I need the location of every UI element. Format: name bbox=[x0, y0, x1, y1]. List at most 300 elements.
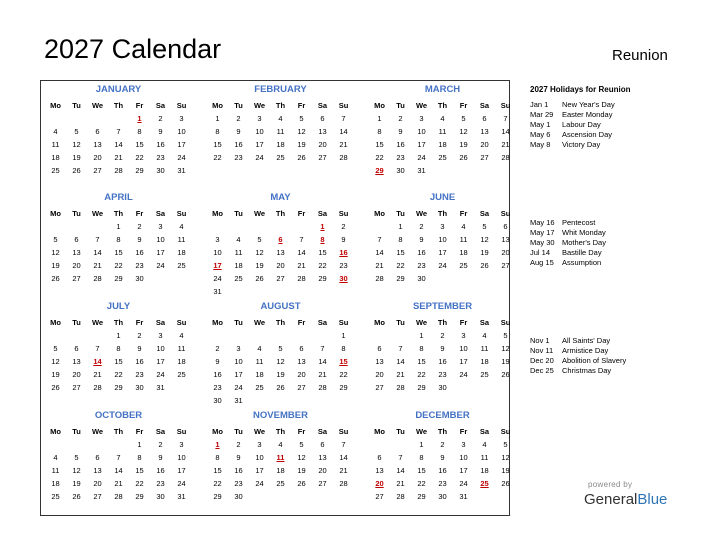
holiday-day[interactable]: 15 bbox=[339, 357, 348, 366]
holiday-day[interactable]: 11 bbox=[276, 453, 285, 462]
day-cell[interactable]: 15 bbox=[417, 357, 426, 366]
day-cell[interactable]: 6 bbox=[320, 114, 325, 123]
day-cell[interactable]: 12 bbox=[459, 127, 468, 136]
day-cell[interactable]: 23 bbox=[135, 261, 144, 270]
day-cell[interactable]: 14 bbox=[339, 453, 348, 462]
day-cell[interactable]: 22 bbox=[135, 153, 144, 162]
day-cell[interactable]: 6 bbox=[377, 344, 382, 353]
day-cell[interactable]: 12 bbox=[501, 453, 510, 462]
day-cell[interactable]: 28 bbox=[501, 153, 510, 162]
day-cell[interactable]: 22 bbox=[114, 370, 123, 379]
day-cell[interactable]: 2 bbox=[419, 222, 424, 231]
day-cell[interactable]: 17 bbox=[255, 466, 264, 475]
day-cell[interactable]: 1 bbox=[398, 222, 403, 231]
holiday-day[interactable]: 1 bbox=[320, 222, 325, 231]
day-cell[interactable]: 7 bbox=[95, 235, 100, 244]
day-cell[interactable]: 14 bbox=[375, 248, 384, 257]
day-cell[interactable]: 3 bbox=[461, 331, 466, 340]
day-cell[interactable]: 26 bbox=[459, 153, 468, 162]
day-cell[interactable]: 13 bbox=[72, 248, 81, 257]
day-cell[interactable]: 12 bbox=[297, 453, 306, 462]
day-cell[interactable]: 18 bbox=[255, 370, 264, 379]
day-cell[interactable]: 11 bbox=[459, 235, 468, 244]
day-cell[interactable]: 2 bbox=[137, 331, 142, 340]
day-cell[interactable]: 22 bbox=[396, 261, 405, 270]
day-cell[interactable]: 20 bbox=[93, 479, 102, 488]
day-cell[interactable]: 7 bbox=[116, 453, 121, 462]
day-cell[interactable]: 18 bbox=[234, 261, 243, 270]
day-cell[interactable]: 5 bbox=[503, 331, 508, 340]
day-cell[interactable]: 8 bbox=[137, 127, 142, 136]
day-cell[interactable]: 4 bbox=[53, 127, 58, 136]
day-cell[interactable]: 23 bbox=[339, 261, 348, 270]
day-cell[interactable]: 4 bbox=[179, 331, 184, 340]
day-cell[interactable]: 4 bbox=[257, 344, 262, 353]
day-cell[interactable]: 12 bbox=[501, 344, 510, 353]
day-cell[interactable]: 23 bbox=[417, 261, 426, 270]
day-cell[interactable]: 18 bbox=[459, 248, 468, 257]
day-cell[interactable]: 16 bbox=[135, 248, 144, 257]
day-cell[interactable]: 15 bbox=[417, 466, 426, 475]
day-cell[interactable]: 11 bbox=[255, 357, 264, 366]
day-cell[interactable]: 27 bbox=[375, 492, 384, 501]
day-cell[interactable]: 29 bbox=[114, 274, 123, 283]
day-cell[interactable]: 12 bbox=[72, 466, 81, 475]
day-cell[interactable]: 7 bbox=[341, 440, 346, 449]
day-cell[interactable]: 9 bbox=[419, 235, 424, 244]
day-cell[interactable]: 2 bbox=[440, 331, 445, 340]
day-cell[interactable]: 13 bbox=[93, 466, 102, 475]
day-cell[interactable]: 7 bbox=[341, 114, 346, 123]
day-cell[interactable]: 21 bbox=[396, 479, 405, 488]
day-cell[interactable]: 2 bbox=[440, 440, 445, 449]
day-cell[interactable]: 29 bbox=[318, 274, 327, 283]
day-cell[interactable]: 3 bbox=[179, 440, 184, 449]
day-cell[interactable]: 24 bbox=[213, 274, 222, 283]
day-cell[interactable]: 20 bbox=[375, 370, 384, 379]
day-cell[interactable]: 15 bbox=[213, 140, 222, 149]
day-cell[interactable]: 2 bbox=[236, 440, 241, 449]
day-cell[interactable]: 22 bbox=[417, 370, 426, 379]
day-cell[interactable]: 3 bbox=[158, 331, 163, 340]
day-cell[interactable]: 23 bbox=[234, 153, 243, 162]
day-cell[interactable]: 8 bbox=[215, 127, 220, 136]
day-cell[interactable]: 14 bbox=[114, 140, 123, 149]
day-cell[interactable]: 21 bbox=[114, 153, 123, 162]
day-cell[interactable]: 29 bbox=[396, 274, 405, 283]
day-cell[interactable]: 21 bbox=[375, 261, 384, 270]
day-cell[interactable]: 17 bbox=[156, 357, 165, 366]
day-cell[interactable]: 25 bbox=[177, 370, 186, 379]
day-cell[interactable]: 22 bbox=[318, 261, 327, 270]
day-cell[interactable]: 3 bbox=[419, 114, 424, 123]
day-cell[interactable]: 27 bbox=[501, 261, 510, 270]
day-cell[interactable]: 4 bbox=[482, 331, 487, 340]
day-cell[interactable]: 4 bbox=[236, 235, 241, 244]
day-cell[interactable]: 11 bbox=[177, 344, 186, 353]
day-cell[interactable]: 26 bbox=[255, 274, 264, 283]
day-cell[interactable]: 8 bbox=[137, 453, 142, 462]
day-cell[interactable]: 23 bbox=[234, 479, 243, 488]
day-cell[interactable]: 6 bbox=[74, 235, 79, 244]
day-cell[interactable]: 6 bbox=[503, 222, 508, 231]
day-cell[interactable]: 26 bbox=[501, 479, 510, 488]
day-cell[interactable]: 10 bbox=[459, 344, 468, 353]
day-cell[interactable]: 4 bbox=[461, 222, 466, 231]
day-cell[interactable]: 6 bbox=[74, 344, 79, 353]
day-cell[interactable]: 11 bbox=[51, 466, 60, 475]
day-cell[interactable]: 11 bbox=[480, 453, 489, 462]
day-cell[interactable]: 12 bbox=[276, 357, 285, 366]
day-cell[interactable]: 20 bbox=[297, 370, 306, 379]
day-cell[interactable]: 28 bbox=[93, 274, 102, 283]
day-cell[interactable]: 3 bbox=[257, 114, 262, 123]
day-cell[interactable]: 19 bbox=[501, 466, 510, 475]
day-cell[interactable]: 24 bbox=[156, 370, 165, 379]
day-cell[interactable]: 5 bbox=[53, 235, 58, 244]
day-cell[interactable]: 3 bbox=[461, 440, 466, 449]
day-cell[interactable]: 11 bbox=[234, 248, 243, 257]
day-cell[interactable]: 17 bbox=[234, 370, 243, 379]
day-cell[interactable]: 24 bbox=[255, 153, 264, 162]
day-cell[interactable]: 16 bbox=[438, 357, 447, 366]
day-cell[interactable]: 15 bbox=[114, 357, 123, 366]
holiday-day[interactable]: 14 bbox=[93, 357, 102, 366]
day-cell[interactable]: 6 bbox=[95, 127, 100, 136]
day-cell[interactable]: 15 bbox=[318, 248, 327, 257]
day-cell[interactable]: 21 bbox=[93, 261, 102, 270]
day-cell[interactable]: 21 bbox=[501, 140, 510, 149]
holiday-day[interactable]: 30 bbox=[339, 274, 348, 283]
holiday-day[interactable]: 1 bbox=[137, 114, 142, 123]
day-cell[interactable]: 29 bbox=[213, 492, 222, 501]
day-cell[interactable]: 23 bbox=[213, 383, 222, 392]
holiday-day[interactable]: 8 bbox=[320, 235, 325, 244]
day-cell[interactable]: 16 bbox=[213, 370, 222, 379]
day-cell[interactable]: 19 bbox=[297, 466, 306, 475]
day-cell[interactable]: 27 bbox=[276, 274, 285, 283]
day-cell[interactable]: 2 bbox=[158, 114, 163, 123]
day-cell[interactable]: 30 bbox=[156, 492, 165, 501]
day-cell[interactable]: 16 bbox=[234, 140, 243, 149]
day-cell[interactable]: 5 bbox=[299, 440, 304, 449]
day-cell[interactable]: 1 bbox=[137, 440, 142, 449]
day-cell[interactable]: 5 bbox=[503, 440, 508, 449]
day-cell[interactable]: 22 bbox=[375, 153, 384, 162]
day-cell[interactable]: 10 bbox=[213, 248, 222, 257]
day-cell[interactable]: 21 bbox=[339, 466, 348, 475]
day-cell[interactable]: 12 bbox=[72, 140, 81, 149]
day-cell[interactable]: 13 bbox=[276, 248, 285, 257]
day-cell[interactable]: 29 bbox=[417, 492, 426, 501]
day-cell[interactable]: 16 bbox=[417, 248, 426, 257]
day-cell[interactable]: 19 bbox=[480, 248, 489, 257]
day-cell[interactable]: 13 bbox=[93, 140, 102, 149]
day-cell[interactable]: 21 bbox=[93, 370, 102, 379]
day-cell[interactable]: 31 bbox=[459, 492, 468, 501]
day-cell[interactable]: 9 bbox=[137, 344, 142, 353]
day-cell[interactable]: 9 bbox=[440, 344, 445, 353]
day-cell[interactable]: 2 bbox=[341, 222, 346, 231]
day-cell[interactable]: 24 bbox=[156, 261, 165, 270]
day-cell[interactable]: 15 bbox=[213, 466, 222, 475]
day-cell[interactable]: 7 bbox=[503, 114, 508, 123]
day-cell[interactable]: 8 bbox=[419, 453, 424, 462]
day-cell[interactable]: 24 bbox=[417, 153, 426, 162]
day-cell[interactable]: 3 bbox=[179, 114, 184, 123]
day-cell[interactable]: 17 bbox=[417, 140, 426, 149]
day-cell[interactable]: 19 bbox=[297, 140, 306, 149]
day-cell[interactable]: 4 bbox=[53, 453, 58, 462]
day-cell[interactable]: 29 bbox=[417, 383, 426, 392]
day-cell[interactable]: 17 bbox=[438, 248, 447, 257]
day-cell[interactable]: 5 bbox=[74, 453, 79, 462]
day-cell[interactable]: 15 bbox=[396, 248, 405, 257]
day-cell[interactable]: 5 bbox=[74, 127, 79, 136]
day-cell[interactable]: 23 bbox=[438, 370, 447, 379]
day-cell[interactable]: 27 bbox=[72, 383, 81, 392]
day-cell[interactable]: 29 bbox=[135, 166, 144, 175]
day-cell[interactable]: 29 bbox=[339, 383, 348, 392]
day-cell[interactable]: 19 bbox=[51, 261, 60, 270]
day-cell[interactable]: 2 bbox=[236, 114, 241, 123]
day-cell[interactable]: 10 bbox=[177, 127, 186, 136]
day-cell[interactable]: 3 bbox=[440, 222, 445, 231]
day-cell[interactable]: 1 bbox=[419, 440, 424, 449]
day-cell[interactable]: 26 bbox=[72, 492, 81, 501]
day-cell[interactable]: 2 bbox=[398, 114, 403, 123]
day-cell[interactable]: 3 bbox=[257, 440, 262, 449]
day-cell[interactable]: 6 bbox=[482, 114, 487, 123]
day-cell[interactable]: 30 bbox=[135, 274, 144, 283]
day-cell[interactable]: 30 bbox=[234, 492, 243, 501]
day-cell[interactable]: 29 bbox=[135, 492, 144, 501]
day-cell[interactable]: 14 bbox=[318, 357, 327, 366]
day-cell[interactable]: 13 bbox=[318, 127, 327, 136]
day-cell[interactable]: 17 bbox=[459, 466, 468, 475]
day-cell[interactable]: 26 bbox=[276, 383, 285, 392]
day-cell[interactable]: 8 bbox=[116, 235, 121, 244]
day-cell[interactable]: 31 bbox=[417, 166, 426, 175]
day-cell[interactable]: 7 bbox=[398, 453, 403, 462]
day-cell[interactable]: 11 bbox=[438, 127, 447, 136]
day-cell[interactable]: 22 bbox=[213, 153, 222, 162]
day-cell[interactable]: 22 bbox=[135, 479, 144, 488]
day-cell[interactable]: 16 bbox=[156, 466, 165, 475]
day-cell[interactable]: 18 bbox=[177, 248, 186, 257]
day-cell[interactable]: 16 bbox=[234, 466, 243, 475]
day-cell[interactable]: 25 bbox=[255, 383, 264, 392]
day-cell[interactable]: 20 bbox=[501, 248, 510, 257]
day-cell[interactable]: 12 bbox=[297, 127, 306, 136]
day-cell[interactable]: 19 bbox=[255, 261, 264, 270]
day-cell[interactable]: 22 bbox=[114, 261, 123, 270]
day-cell[interactable]: 26 bbox=[297, 153, 306, 162]
day-cell[interactable]: 28 bbox=[318, 383, 327, 392]
day-cell[interactable]: 11 bbox=[276, 127, 285, 136]
day-cell[interactable]: 30 bbox=[213, 396, 222, 405]
day-cell[interactable]: 4 bbox=[278, 114, 283, 123]
day-cell[interactable]: 11 bbox=[480, 344, 489, 353]
day-cell[interactable]: 23 bbox=[438, 479, 447, 488]
day-cell[interactable]: 25 bbox=[480, 370, 489, 379]
day-cell[interactable]: 9 bbox=[158, 453, 163, 462]
day-cell[interactable]: 20 bbox=[480, 140, 489, 149]
day-cell[interactable]: 28 bbox=[297, 274, 306, 283]
day-cell[interactable]: 6 bbox=[377, 453, 382, 462]
day-cell[interactable]: 13 bbox=[297, 357, 306, 366]
day-cell[interactable]: 17 bbox=[156, 248, 165, 257]
day-cell[interactable]: 9 bbox=[236, 127, 241, 136]
day-cell[interactable]: 14 bbox=[396, 357, 405, 366]
day-cell[interactable]: 26 bbox=[297, 479, 306, 488]
day-cell[interactable]: 31 bbox=[156, 383, 165, 392]
day-cell[interactable]: 3 bbox=[236, 344, 241, 353]
day-cell[interactable]: 24 bbox=[177, 153, 186, 162]
day-cell[interactable]: 18 bbox=[51, 153, 60, 162]
day-cell[interactable]: 19 bbox=[459, 140, 468, 149]
day-cell[interactable]: 28 bbox=[114, 166, 123, 175]
day-cell[interactable]: 13 bbox=[501, 235, 510, 244]
day-cell[interactable]: 18 bbox=[177, 357, 186, 366]
day-cell[interactable]: 5 bbox=[257, 235, 262, 244]
day-cell[interactable]: 8 bbox=[116, 344, 121, 353]
day-cell[interactable]: 21 bbox=[318, 370, 327, 379]
day-cell[interactable]: 7 bbox=[116, 127, 121, 136]
day-cell[interactable]: 25 bbox=[459, 261, 468, 270]
day-cell[interactable]: 9 bbox=[137, 235, 142, 244]
day-cell[interactable]: 23 bbox=[135, 370, 144, 379]
day-cell[interactable]: 9 bbox=[158, 127, 163, 136]
day-cell[interactable]: 10 bbox=[255, 453, 264, 462]
day-cell[interactable]: 18 bbox=[480, 466, 489, 475]
holiday-day[interactable]: 20 bbox=[375, 479, 384, 488]
day-cell[interactable]: 10 bbox=[438, 235, 447, 244]
day-cell[interactable]: 2 bbox=[215, 344, 220, 353]
day-cell[interactable]: 6 bbox=[299, 344, 304, 353]
day-cell[interactable]: 18 bbox=[51, 479, 60, 488]
day-cell[interactable]: 11 bbox=[177, 235, 186, 244]
day-cell[interactable]: 28 bbox=[339, 479, 348, 488]
day-cell[interactable]: 27 bbox=[318, 479, 327, 488]
day-cell[interactable]: 5 bbox=[461, 114, 466, 123]
day-cell[interactable]: 20 bbox=[318, 466, 327, 475]
day-cell[interactable]: 28 bbox=[114, 492, 123, 501]
day-cell[interactable]: 27 bbox=[375, 383, 384, 392]
day-cell[interactable]: 28 bbox=[93, 383, 102, 392]
day-cell[interactable]: 20 bbox=[318, 140, 327, 149]
day-cell[interactable]: 13 bbox=[375, 466, 384, 475]
day-cell[interactable]: 30 bbox=[156, 166, 165, 175]
day-cell[interactable]: 18 bbox=[480, 357, 489, 366]
day-cell[interactable]: 9 bbox=[341, 235, 346, 244]
day-cell[interactable]: 7 bbox=[95, 344, 100, 353]
day-cell[interactable]: 26 bbox=[51, 274, 60, 283]
day-cell[interactable]: 15 bbox=[135, 466, 144, 475]
day-cell[interactable]: 4 bbox=[278, 440, 283, 449]
day-cell[interactable]: 10 bbox=[459, 453, 468, 462]
day-cell[interactable]: 30 bbox=[438, 492, 447, 501]
day-cell[interactable]: 14 bbox=[339, 127, 348, 136]
day-cell[interactable]: 13 bbox=[375, 357, 384, 366]
day-cell[interactable]: 3 bbox=[215, 235, 220, 244]
day-cell[interactable]: 13 bbox=[72, 357, 81, 366]
day-cell[interactable]: 4 bbox=[440, 114, 445, 123]
day-cell[interactable]: 28 bbox=[396, 383, 405, 392]
day-cell[interactable]: 22 bbox=[339, 370, 348, 379]
day-cell[interactable]: 17 bbox=[177, 140, 186, 149]
day-cell[interactable]: 30 bbox=[396, 166, 405, 175]
holiday-day[interactable]: 25 bbox=[480, 479, 489, 488]
day-cell[interactable]: 25 bbox=[51, 166, 60, 175]
day-cell[interactable]: 17 bbox=[255, 140, 264, 149]
day-cell[interactable]: 31 bbox=[234, 396, 243, 405]
day-cell[interactable]: 28 bbox=[396, 492, 405, 501]
day-cell[interactable]: 18 bbox=[276, 140, 285, 149]
day-cell[interactable]: 10 bbox=[234, 357, 243, 366]
day-cell[interactable]: 24 bbox=[234, 383, 243, 392]
day-cell[interactable]: 26 bbox=[72, 166, 81, 175]
day-cell[interactable]: 27 bbox=[480, 153, 489, 162]
day-cell[interactable]: 27 bbox=[72, 274, 81, 283]
day-cell[interactable]: 5 bbox=[299, 114, 304, 123]
day-cell[interactable]: 2 bbox=[158, 440, 163, 449]
holiday-day[interactable]: 16 bbox=[339, 248, 348, 257]
day-cell[interactable]: 3 bbox=[158, 222, 163, 231]
day-cell[interactable]: 12 bbox=[51, 248, 60, 257]
holiday-day[interactable]: 6 bbox=[278, 235, 283, 244]
day-cell[interactable]: 12 bbox=[51, 357, 60, 366]
day-cell[interactable]: 30 bbox=[438, 383, 447, 392]
day-cell[interactable]: 14 bbox=[396, 466, 405, 475]
day-cell[interactable]: 10 bbox=[156, 344, 165, 353]
day-cell[interactable]: 15 bbox=[135, 140, 144, 149]
day-cell[interactable]: 5 bbox=[278, 344, 283, 353]
day-cell[interactable]: 1 bbox=[116, 222, 121, 231]
day-cell[interactable]: 20 bbox=[72, 261, 81, 270]
day-cell[interactable]: 29 bbox=[114, 383, 123, 392]
day-cell[interactable]: 25 bbox=[438, 153, 447, 162]
day-cell[interactable]: 6 bbox=[95, 453, 100, 462]
day-cell[interactable]: 14 bbox=[114, 466, 123, 475]
day-cell[interactable]: 24 bbox=[459, 479, 468, 488]
day-cell[interactable]: 10 bbox=[156, 235, 165, 244]
day-cell[interactable]: 20 bbox=[276, 261, 285, 270]
day-cell[interactable]: 1 bbox=[419, 331, 424, 340]
day-cell[interactable]: 13 bbox=[318, 453, 327, 462]
day-cell[interactable]: 20 bbox=[72, 370, 81, 379]
day-cell[interactable]: 24 bbox=[255, 479, 264, 488]
day-cell[interactable]: 17 bbox=[459, 357, 468, 366]
day-cell[interactable]: 9 bbox=[440, 453, 445, 462]
day-cell[interactable]: 31 bbox=[177, 166, 186, 175]
brand-logo[interactable] bbox=[584, 491, 667, 508]
day-cell[interactable]: 31 bbox=[177, 492, 186, 501]
day-cell[interactable]: 9 bbox=[398, 127, 403, 136]
day-cell[interactable]: 15 bbox=[114, 248, 123, 257]
day-cell[interactable]: 9 bbox=[215, 357, 220, 366]
day-cell[interactable]: 18 bbox=[438, 140, 447, 149]
day-cell[interactable]: 16 bbox=[135, 357, 144, 366]
day-cell[interactable]: 19 bbox=[501, 357, 510, 366]
day-cell[interactable]: 24 bbox=[459, 370, 468, 379]
day-cell[interactable]: 5 bbox=[482, 222, 487, 231]
day-cell[interactable]: 18 bbox=[276, 466, 285, 475]
day-cell[interactable]: 25 bbox=[51, 492, 60, 501]
day-cell[interactable]: 28 bbox=[375, 274, 384, 283]
day-cell[interactable]: 1 bbox=[215, 114, 220, 123]
day-cell[interactable]: 27 bbox=[318, 153, 327, 162]
